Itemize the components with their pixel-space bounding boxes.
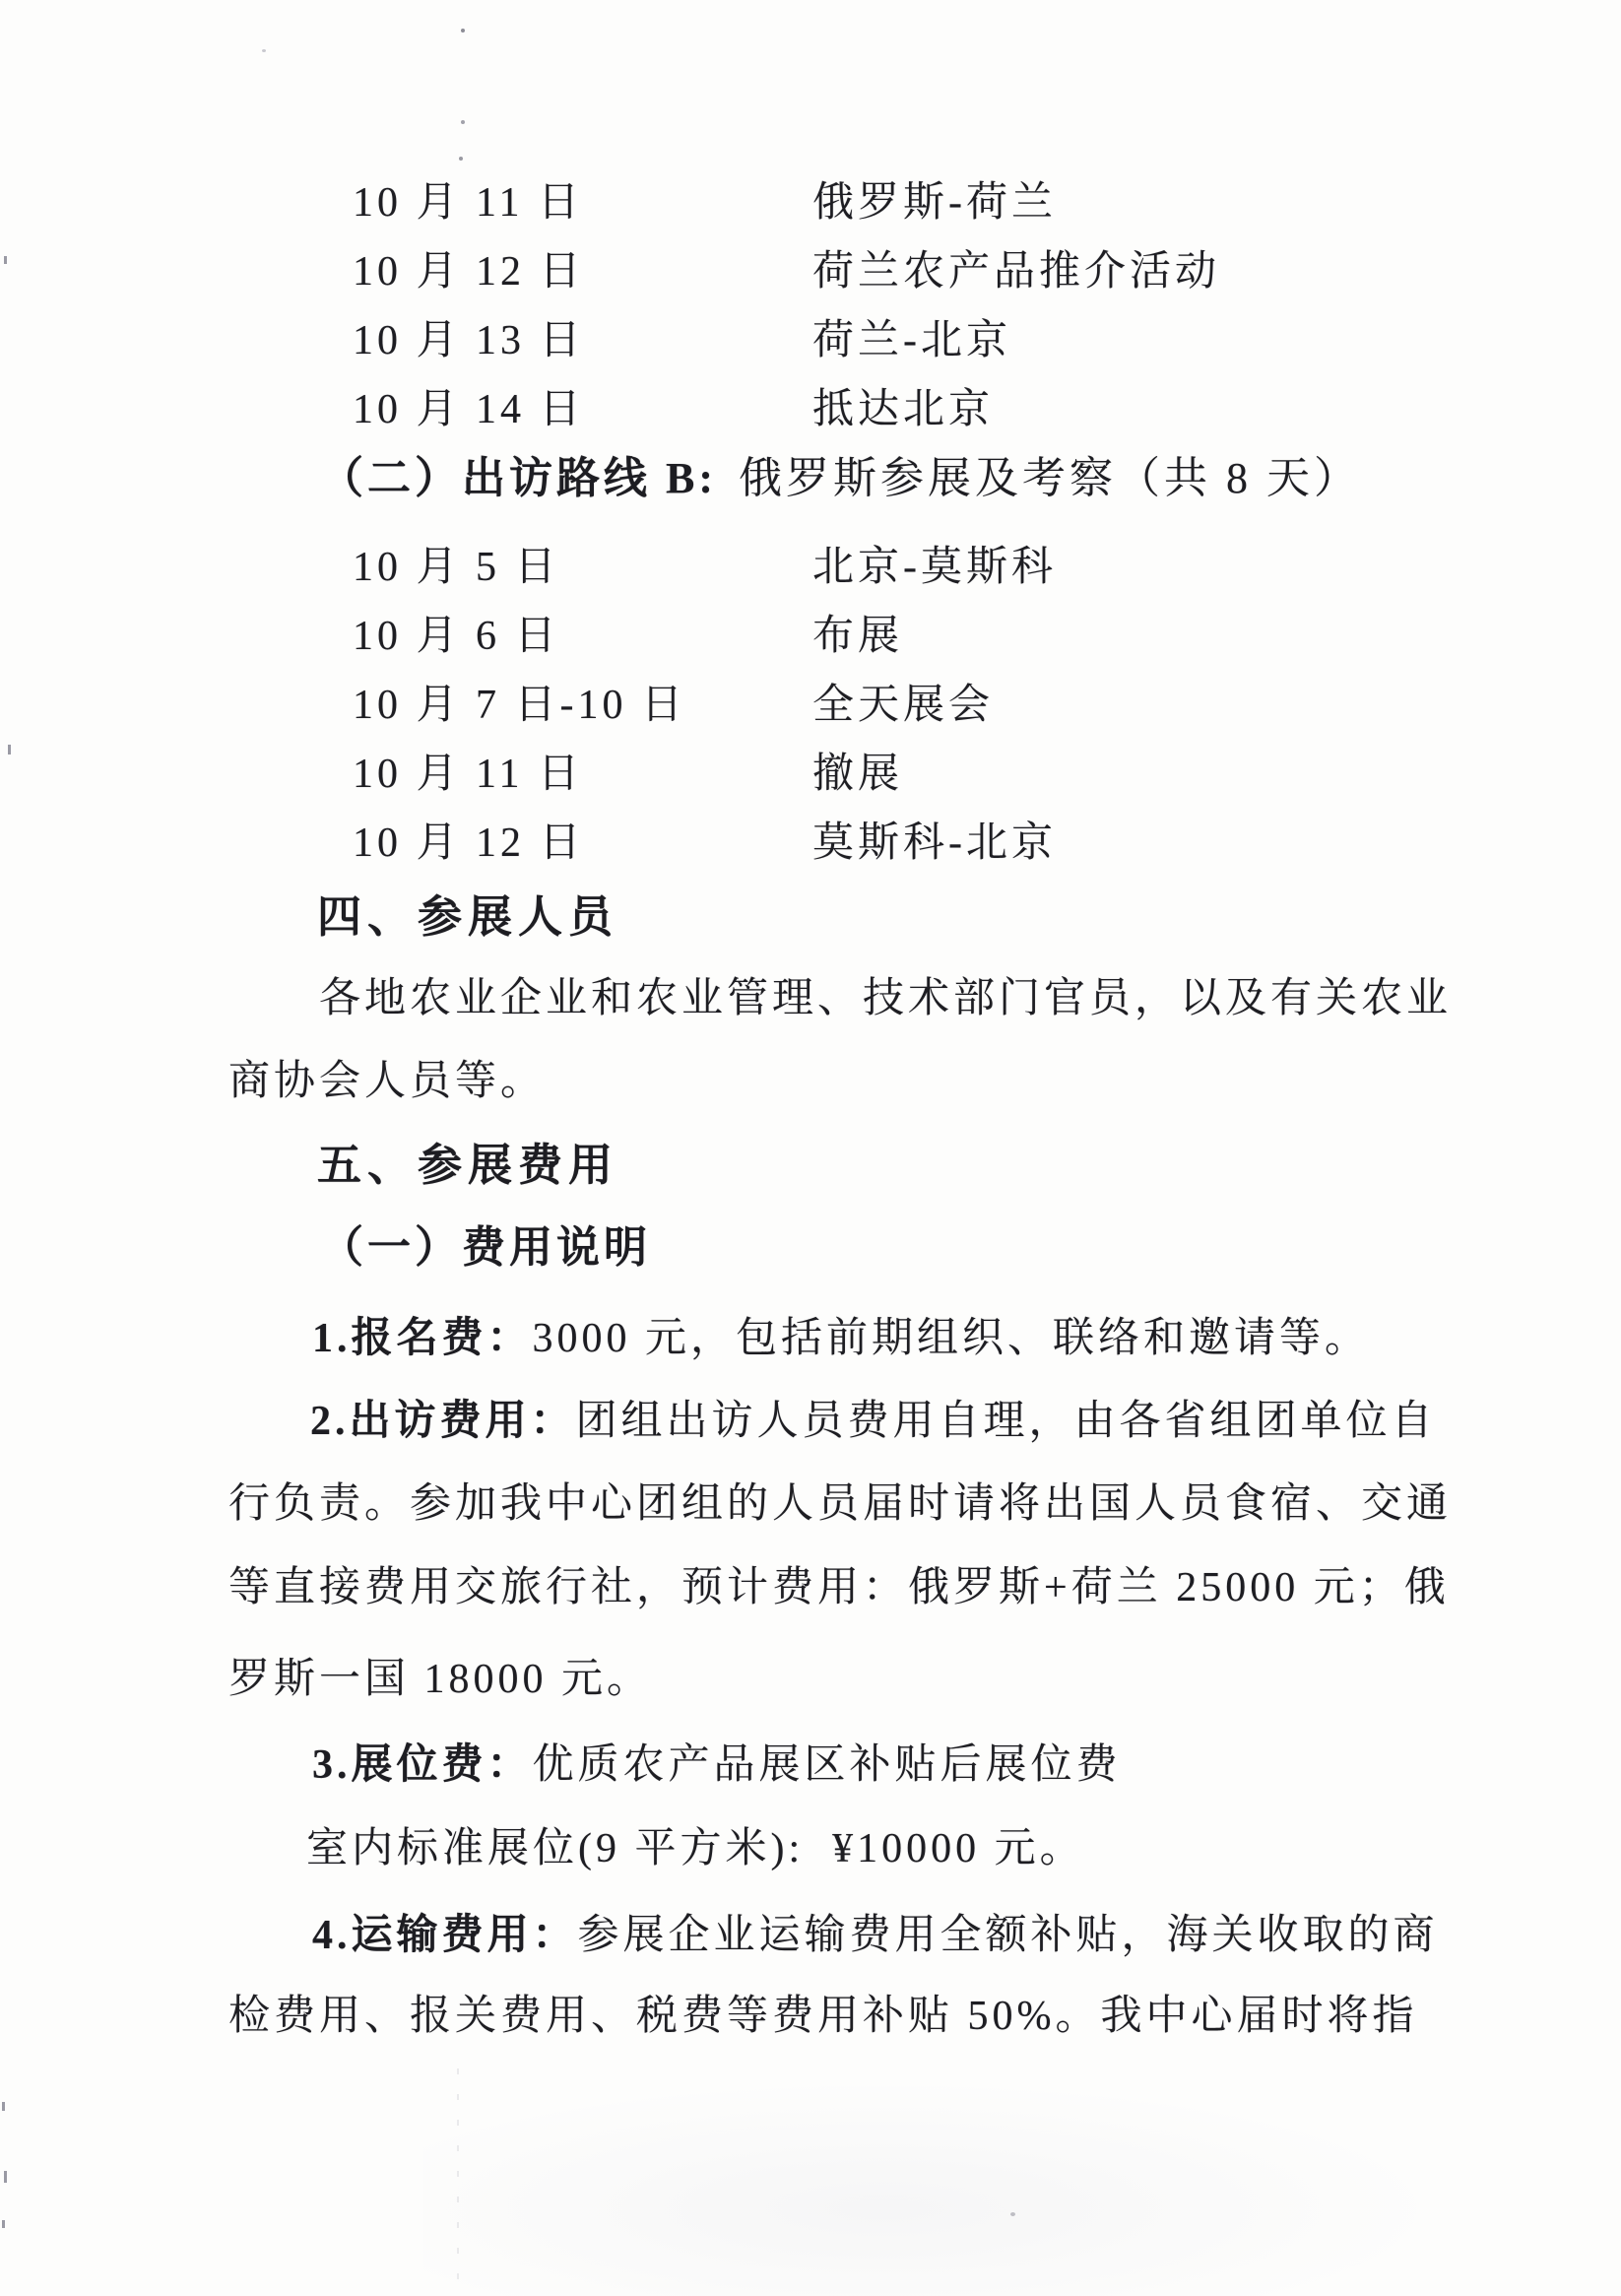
schedule-activity: 北京-莫斯科 — [812, 545, 1057, 590]
fee-item-travel-line: 行负责。参加我中心团组的人员届时请将出国人员食宿、交通 — [228, 1481, 1453, 1527]
schedule-activity: 荷兰-北京 — [812, 318, 1011, 363]
route-b-heading — [320, 453, 1361, 504]
schedule-activity: 荷兰农产品推介活动 — [812, 249, 1221, 295]
fee-item-label: 4.运输费用： — [312, 1913, 578, 1958]
fee-item-label: 3.展位费： — [312, 1742, 533, 1788]
schedule-date: 10 月 5 日 — [353, 545, 560, 590]
fee-item-shipping-line: 检费用、报关费用、税费等费用补贴 50%。我中心届时将指 — [228, 1994, 1418, 2039]
schedule-b-row — [0, 542, 1621, 595]
section-four-paragraph-line: 各地农业企业和农业管理、技术部门官员，以及有关农业 — [319, 976, 1453, 1021]
schedule-activity: 布展 — [812, 614, 904, 659]
fee-notes-subheading: （一）费用说明 — [320, 1223, 651, 1272]
fee-item-label: 2.出访费用： — [310, 1399, 576, 1444]
fee-item-travel-line: 等直接费用交旅行社，预计费用：俄罗斯+荷兰 25000 元；俄 — [228, 1565, 1450, 1610]
fee-item-booth-price-line: 室内标准展位(9 平方米): ¥10000 元。 — [306, 1826, 1085, 1871]
scan-edge-mark — [2, 2102, 5, 2111]
scan-noise-smudge — [423, 2078, 1448, 2296]
schedule-date: 10 月 11 日 — [353, 180, 583, 226]
schedule-date: 10 月 6 日 — [353, 614, 560, 659]
scan-speck — [461, 120, 465, 124]
schedule-date: 10 月 12 日 — [353, 820, 585, 866]
route-b-heading-label: （二）出访路线 B: — [320, 454, 717, 502]
fee-item-booth — [312, 1739, 1122, 1791]
schedule-activity: 抵达北京 — [812, 387, 995, 432]
fee-item-travel-line: 罗斯一国 18000 元。 — [228, 1657, 653, 1702]
section-four-paragraph-line: 商协会人员等。 — [228, 1059, 547, 1104]
schedule-activity: 撤展 — [812, 752, 904, 797]
scan-edge-mark — [2, 2220, 5, 2228]
schedule-activity: 俄罗斯-荷兰 — [812, 180, 1057, 226]
schedule-a-row — [0, 177, 1621, 230]
schedule-b-row — [0, 749, 1621, 802]
schedule-date: 10 月 11 日 — [353, 752, 583, 797]
schedule-date: 10 月 14 日 — [353, 387, 585, 432]
scan-fleck — [1010, 2212, 1015, 2216]
scan-edge-mark — [8, 745, 11, 754]
fee-item-text: 3000 元，包括前期组织、联络和邀请等。 — [532, 1316, 1371, 1361]
scan-speck — [461, 29, 465, 33]
schedule-a-row — [0, 246, 1621, 299]
schedule-date: 10 月 12 日 — [353, 249, 585, 295]
schedule-date: 10 月 13 日 — [353, 318, 585, 363]
schedule-a-row — [0, 384, 1621, 437]
schedule-activity: 全天展会 — [812, 683, 995, 728]
fee-item-label: 1.报名费： — [312, 1316, 533, 1361]
schedule-b-row — [0, 818, 1621, 871]
fee-item-text: 参展企业运输费用全额补贴，海关收取的商 — [577, 1913, 1439, 1958]
fee-item-registration — [312, 1313, 1370, 1364]
schedule-a-row — [0, 315, 1621, 368]
schedule-b-row — [0, 680, 1621, 733]
schedule-activity: 莫斯科-北京 — [812, 820, 1057, 866]
section-four-heading: 四、参展人员 — [317, 892, 619, 942]
fee-item-text: 团组出访人员费用自理，由各省组团单位自 — [575, 1399, 1437, 1444]
scan-edge-mark — [4, 2171, 7, 2183]
fee-item-travel — [310, 1396, 1437, 1447]
scan-edge-mark — [4, 256, 7, 264]
fee-item-text: 优质农产品展区补贴后展位费 — [532, 1742, 1122, 1788]
section-five-heading: 五、参展费用 — [317, 1141, 619, 1190]
fee-item-shipping — [312, 1910, 1439, 1961]
schedule-b-row — [0, 611, 1621, 664]
scan-speck — [459, 157, 463, 161]
route-b-heading-title: 俄罗斯参展及考察（共 8 天） — [739, 454, 1361, 502]
scan-speck — [262, 49, 266, 52]
schedule-date: 10 月 7 日-10 日 — [353, 683, 686, 728]
